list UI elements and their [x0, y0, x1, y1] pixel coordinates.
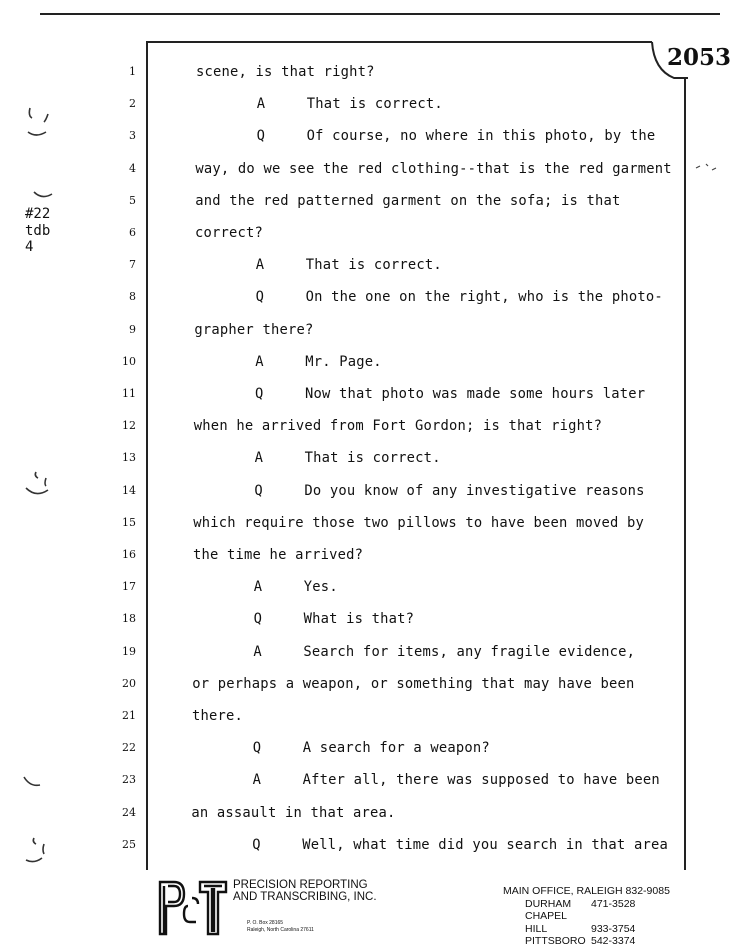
office-list [503, 885, 670, 948]
speaker-label: Q [252, 740, 262, 757]
transcript-line: correct? [195, 225, 264, 241]
speaker-label: Q [254, 482, 263, 499]
speaker-label: A [254, 450, 264, 467]
company-line-1: PRECISION REPORTING [233, 879, 368, 891]
address-line-2: Raleigh, North Carolina 27611 [247, 927, 314, 933]
transcript-line: Well, what time did you search in that area [302, 836, 668, 853]
line-number: 21 [122, 709, 136, 722]
speaker-label: A [252, 772, 262, 789]
transcript-line: there. [192, 708, 244, 724]
line-number: 24 [122, 805, 136, 819]
transcript-line: which require those two pillows to have been moved by [193, 514, 645, 531]
margin-note-1: #22 [25, 206, 51, 222]
transcript-line: That is correct. [305, 257, 442, 274]
top-rule [40, 13, 720, 15]
scan-speck-mark [694, 160, 718, 180]
speaker-label: Q [255, 289, 265, 306]
company-address [247, 920, 314, 934]
office-phone: 542-3374 [591, 935, 636, 947]
office-row [503, 910, 670, 935]
transcript-line: way, do we see the red clothing--that is the red garment [195, 160, 672, 177]
line-number: 23 [122, 773, 136, 787]
page-number: 2053 [667, 44, 731, 71]
line-number: 17 [122, 580, 136, 594]
office-row [503, 885, 670, 898]
transcript-line: What is that? [303, 611, 415, 628]
scan-arc-mark-2 [22, 775, 42, 789]
transcript-line: grapher there? [194, 321, 314, 338]
hole-punch-mark-1 [26, 104, 52, 140]
line-number: 20 [122, 676, 136, 690]
speaker-label: Q [255, 386, 264, 402]
transcript-line: and the red patterned garment on the sofa; is that [195, 192, 621, 209]
transcript-line: Of course, no where in this photo, by the [306, 128, 656, 145]
transcript-line: Now that photo was made some hours later [305, 386, 646, 402]
line-number: 14 [122, 483, 136, 497]
hole-punch-mark-2 [22, 470, 52, 500]
line-number: 13 [122, 451, 136, 465]
speaker-label: A [253, 643, 262, 660]
office-row [503, 898, 670, 911]
speaker-label: Q [253, 611, 263, 628]
speaker-label: A [256, 96, 266, 113]
line-number: 4 [129, 161, 136, 175]
office-city: DURHAM [525, 897, 572, 910]
line-number: 22 [122, 741, 136, 755]
line-number: 25 [122, 837, 136, 851]
transcript-line: when he arrived from Fort Gordon; is that right? [193, 418, 603, 435]
line-number: 3 [129, 129, 136, 143]
transcript-line: On the one on the right, who is the photo- [305, 289, 663, 306]
line-number: 18 [122, 612, 136, 626]
office-city: MAIN OFFICE, RALEIGH [503, 885, 623, 897]
office-phone: 933-3754 [591, 922, 636, 935]
line-number: 19 [122, 644, 136, 658]
line-number: 10 [122, 354, 136, 368]
speaker-label: A [253, 579, 263, 596]
margin-note-2: tdb [25, 223, 51, 239]
transcript-line: That is correct. [304, 450, 441, 467]
pt-logo [154, 876, 230, 938]
line-number: 5 [129, 193, 136, 207]
line-number: 2 [129, 97, 136, 111]
office-phone: 832-9085 [625, 885, 670, 897]
office-row [503, 935, 670, 948]
address-line-1: P. O. Box 28165 [247, 920, 284, 926]
speaker-label: Q [256, 128, 266, 145]
line-number: 1 [129, 65, 136, 78]
line-number: 8 [129, 290, 136, 304]
line-number: 6 [129, 226, 136, 239]
transcript-line: That is correct. [306, 96, 443, 113]
office-city: PITTSBORO [525, 935, 586, 947]
scan-arc-mark-1 [32, 190, 54, 202]
line-number: 7 [129, 258, 136, 272]
office-phone: 471-3528 [591, 897, 636, 910]
transcript-line: or perhaps a weapon, or something that may have been [192, 675, 635, 692]
transcript-line: Yes. [303, 579, 338, 596]
speaker-label: A [255, 353, 264, 370]
margin-note-3: 4 [25, 239, 34, 255]
hole-punch-mark-3 [22, 836, 48, 866]
transcript-line: scene, is that right? [196, 64, 375, 80]
line-number: 9 [129, 322, 136, 336]
transcript-line: Do you know of any investigative reasons [304, 482, 645, 499]
company-line-2: AND TRANSCRIBING, INC. [233, 891, 377, 903]
transcript-line: A search for a weapon? [302, 740, 490, 757]
speaker-label: A [255, 257, 265, 274]
transcript-line: an assault in that area. [191, 804, 396, 821]
transcript-line: After all, there was supposed to have been [302, 772, 660, 789]
transcript-line: Search for items, any fragile evidence, [303, 643, 636, 660]
transcript-line: the time he arrived? [193, 547, 364, 563]
transcript-line: Mr. Page. [305, 353, 382, 370]
office-city: CHAPEL HILL [525, 910, 567, 935]
speaker-label: Q [252, 836, 261, 853]
line-number: 15 [122, 515, 136, 529]
line-number: 16 [122, 548, 136, 561]
line-number: 12 [122, 419, 136, 433]
line-number: 11 [122, 387, 136, 400]
company-name [233, 879, 377, 903]
